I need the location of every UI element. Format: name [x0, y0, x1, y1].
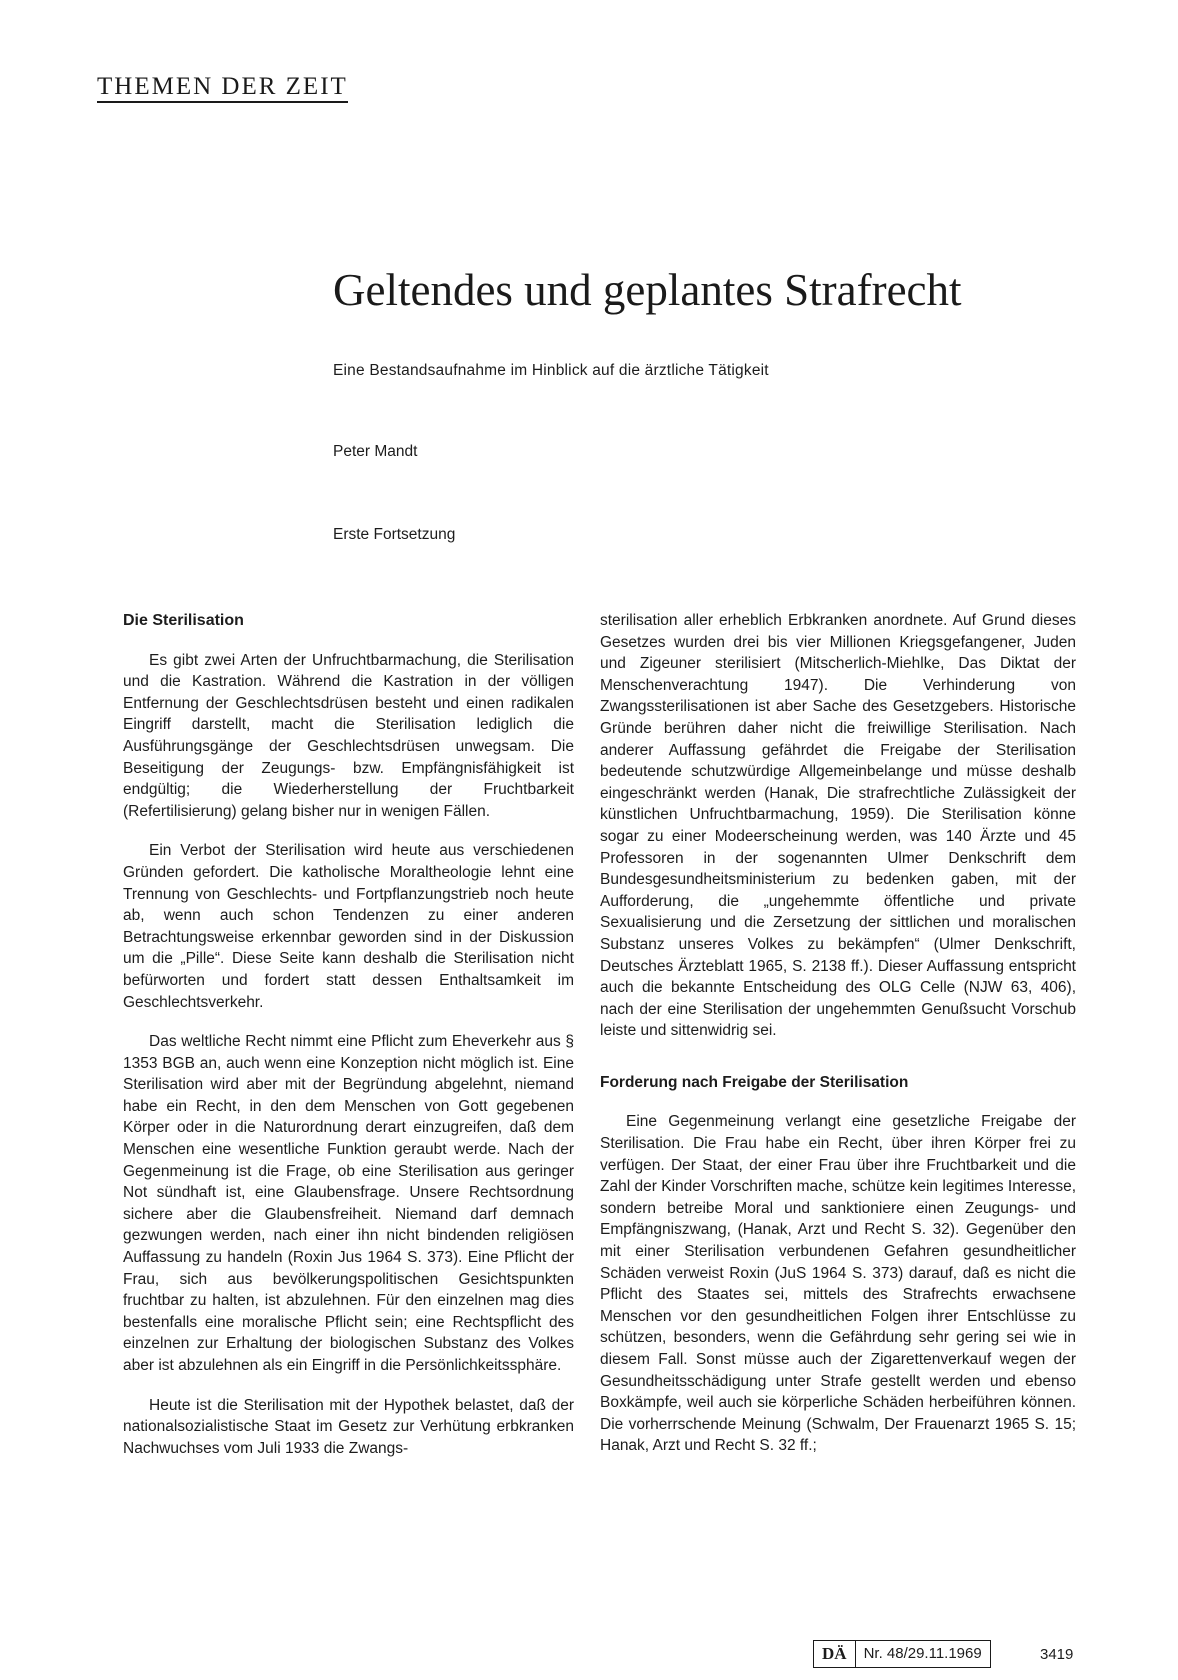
- section-label: THEMEN DER ZEIT: [97, 74, 348, 103]
- issue-label: Nr. 48/29.11.1969: [856, 1640, 991, 1668]
- paragraph: Eine Gegenmeinung verlangt eine gesetzliche Freigabe der Sterilisation. Die Frau habe ein Recht, über ihren Körper frei zu verfügen. Der Staat, der einer Frau über ihre Fruchtbarkeit und die Zahl der Kinder Vorschriften mache, schütze kein legitimes Interesse, sondern betreibe Moral und sanktioniere einen Zeugungs- und Empfängniszwang, (Hanak, Arzt und Recht S. 32). Gegenüber den mit einer Sterilisation verbundenen Gefahren gesundheitlicher Schäden verweist Roxin (JuS 1964 S. 373) darauf, daß es nicht die Pflicht des Staates sei, mittels des Strafrechts erwachsene Menschen vor den gesundheitlichen Folgen ihrer Entschlüsse zu schützen, besonders, wenn die Gefährdung sehr gering sei wie in diesem Fall. Sonst müsse auch der Zigarettenverkauf wegen der Gesundheitsschädigung unter Strafe gestellt werden und ebenso Boxkämpfe, weil auch sie körperliche Schäden herbeiführen können. Die vorherrschende Meinung (Schwalm, Der Frauenarzt 1965 S. 15; Hanak, Arzt und Recht S. 32 ff.;: [600, 1113, 1076, 1455]
- section-heading-sterilisation: Die Sterilisation: [123, 612, 244, 629]
- paragraph: Es gibt zwei Arten der Unfruchtbarmachung, die Sterilisation und die Kastration. Während die Kastration in der völligen Entfernung der Geschlechtsdrüsen besteht und einen radikalen Eingriff darstellt, macht die Sterilisation lediglich die Ausführungsgänge der Geschlechtsdrüsen unwegsam. Die Beseitigung der Zeugungs- bzw. Empfängnisfähigkeit ist endgültig; die Wiederherstellung der Fruchtbarkeit (Refertilisierung) gelang bisher nur in wenigen Fällen.: [123, 651, 574, 820]
- right-column: [600, 610, 1076, 1457]
- left-column: [123, 610, 574, 1459]
- journal-footer: [813, 1640, 991, 1668]
- author-name: Peter Mandt: [333, 443, 418, 460]
- journal-logo: DÄ: [813, 1640, 856, 1668]
- page-number: 3419: [1040, 1646, 1074, 1663]
- continuation-note: Erste Fortsetzung: [333, 526, 456, 543]
- paragraph: Das weltliche Recht nimmt eine Pflicht zum Eheverkehr aus § 1353 BGB an, auch wenn eine Konzeption nicht möglich ist. Eine Sterilisation wird aber mit der Begründung abgelehnt, niemand habe ein Recht, in den dem Menschen von Gott gegebenen Körper oder in die Naturordnung derart einzugreifen, daß dem Menschen eine wesentliche Funktion geraubt werde. Nach der Gegenmeinung ist die Frage, ob eine Sterilisation aus geringer Not sündhaft ist, eine Glaubensfrage. Unsere Rechtsordnung sichere aber die Glaubensfreiheit. Niemand darf demnach gezwungen werden, nach einer ihn nicht bindenden religiösen Auffassung zu handeln (Roxin Jus 1964 S. 373). Eine Pflicht der Frau, sich aus bevölkerungspolitischen Gesichtspunkten fruchtbar zu halten, ist abzulehnen. Für den einzelnen mag dies bestenfalls eine moralische Pflicht sein; eine Rechtspflicht des einzelnen zur Erhaltung der biologischen Substanz des Volkes aber ist abzulehnen als ein Eingriff in die Persönlichkeitssphäre.: [123, 1033, 574, 1374]
- section-heading-freigabe: Forderung nach Freigabe der Sterilisation: [600, 1073, 909, 1091]
- article-subtitle: Eine Bestandsaufnahme im Hinblick auf die ärztliche Tätigkeit: [333, 362, 769, 379]
- paragraph: Ein Verbot der Sterilisation wird heute aus verschiedenen Gründen gefordert. Die katholische Moraltheologie lehnt eine Trennung von Geschlechts- und Fortpflanzungstrieb noch heute ab, wenn auch schon Tendenzen zu einer anderen Betrachtungsweise erkennbar geworden sind in der Diskussion um die „Pille“. Diese Seite kann deshalb die Sterilisation nicht befürworten und fordert statt dessen Enthaltsamkeit im Geschlechtsverkehr.: [123, 842, 574, 1011]
- paragraph: sterilisation aller erheblich Erbkranken anordnete. Auf Grund dieses Gesetzes wurden drei bis vier Millionen Kriegsgefangener, Juden und Zigeuner sterilisiert (Mitscherlich-Miehlke, Das Diktat der Menschenverachtung 1947). Die Verhinderung von Zwangssterilisationen ist aber Sache des Gesetzgebers. Historische Gründe berühren daher nicht die freiwillige Sterilisation. Nach anderer Auffassung gefährdet die Freigabe der Sterilisation bedeutende schutzwürdige Allgemeinbelange und müsse deshalb eingeschränkt werden (Hanak, Die strafrechtliche Zulässigkeit der künstlichen Unfruchtbarmachung, 1959). Die Sterilisation könne sogar zu einer Modeerscheinung werden, was 140 Ärzte und 45 Professoren in der sogenannten Ulmer Denkschrift dem Bundesgesundheitsministerium zu bedenken gaben, mit der Aufforderung, die „ungehemmte öffentliche und private Sexualisierung und die Zersetzung der sittlichen und moralischen Substanz unseres Volkes zu bekämpfen“ (Ulmer Denkschrift, Deutsches Ärzteblatt 1965, S. 2138 ff.). Dieser Auffassung entspricht auch die bekannte Entscheidung des OLG Celle (NJW 63, 406), nach der eine Sterilisation der ungehemmten Genußsucht Vorschub leiste und sittenwidrig sei.: [600, 612, 1076, 1040]
- article-title: Geltendes und geplantes Strafrecht: [333, 265, 962, 315]
- paragraph: Heute ist die Sterilisation mit der Hypothek belastet, daß der nationalsozialistische Staat im Gesetz zur Verhütung erbkranken Nachwuchses vom Juli 1933 die Zwangs-: [123, 1396, 574, 1457]
